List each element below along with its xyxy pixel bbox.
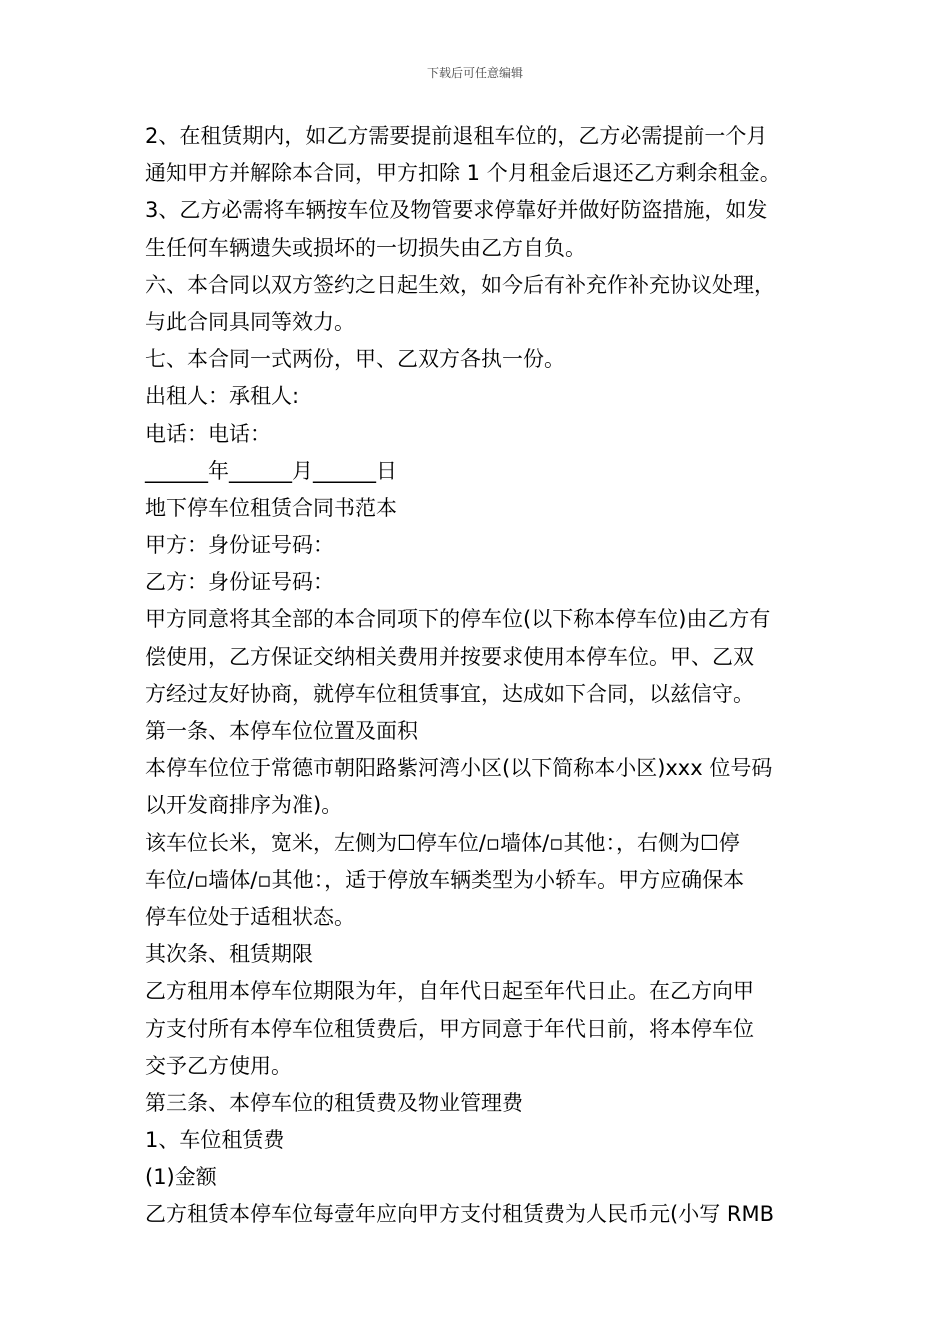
document-line: 生任何车辆遗失或损坏的一切损失由乙方自负。: [145, 235, 586, 260]
document-line: 偿使用，乙方保证交纳相关费用并按要求使用本停车位。甲、乙双: [145, 644, 754, 669]
document-line: ______年______月______日: [145, 458, 397, 483]
page-header: 下载后可任意编辑: [426, 66, 523, 80]
document-line: 七、本合同一式两份，甲、乙双方各执一份。: [145, 347, 565, 372]
document-line: 通知甲方并解除本合同，甲方扣除 1 个月租金后退还乙方剩余租金。: [145, 161, 781, 186]
document-line: 与此合同具同等效力。: [145, 309, 355, 334]
document-line: 第一条、本停车位位置及面积: [145, 719, 418, 743]
document-line: 甲方同意将其全部的本合同项下的停车位(以下称本停车位)由乙方有: [145, 607, 771, 632]
document-line: 地下停车位租赁合同书范本: [145, 495, 397, 520]
document-line: (1)金额: [145, 1165, 217, 1190]
document-line: 六、本合同以双方签约之日起生效，如今后有补充作补充协议处理，: [145, 272, 775, 297]
document-line: 电话：电话：: [145, 421, 271, 446]
document-line: 车位/▫墙体/▫其他：，适于停放车辆类型为小轿车。甲方应确保本: [145, 867, 745, 892]
document-line: 以开发商排序为准)。: [145, 793, 343, 818]
document-line: 3、乙方必需将车辆按车位及物管要求停靠好并做好防盗措施，如发: [145, 198, 768, 223]
document-line: 其次条、租赁期限: [145, 942, 313, 967]
document-line: 甲方：身份证号码：: [145, 533, 334, 558]
document-line: 1、车位租赁费: [145, 1128, 285, 1153]
document-line: 乙方租赁本停车位每壹年应向甲方支付租赁费为人民币元(小写 RMB: [145, 1202, 774, 1227]
document-line: 2、在租赁期内，如乙方需要提前退租车位的，乙方必需提前一个月: [145, 124, 768, 148]
document-line: 方经过友好协商，就停车位租赁事宜，达成如下合同，以兹信守。: [145, 681, 754, 706]
document-line: 第三条、本停车位的租赁费及物业管理费: [145, 1090, 523, 1115]
document-line: 方支付所有本停车位租赁费后，甲方同意于年代日前，将本停车位: [145, 1016, 754, 1041]
document-line: 乙方：身份证号码：: [145, 570, 334, 595]
document-line: 交予乙方使用。: [145, 1053, 292, 1078]
document-line: 停车位处于适租状态。: [145, 904, 355, 929]
document-line: 本停车位位于常德市朝阳路紫河湾小区(以下简称本小区)xxx 位号码: [145, 756, 773, 781]
document-body: [145, 118, 820, 1234]
document-line: 该车位长米，宽米，左侧为☐停车位/▫墙体/▫其他：，右侧为☐停: [145, 830, 740, 855]
document-line: 出租人：承租人:: [145, 384, 300, 409]
document-line: 乙方租用本停车位期限为年，自年代日起至年代日止。在乙方向甲: [145, 979, 754, 1004]
